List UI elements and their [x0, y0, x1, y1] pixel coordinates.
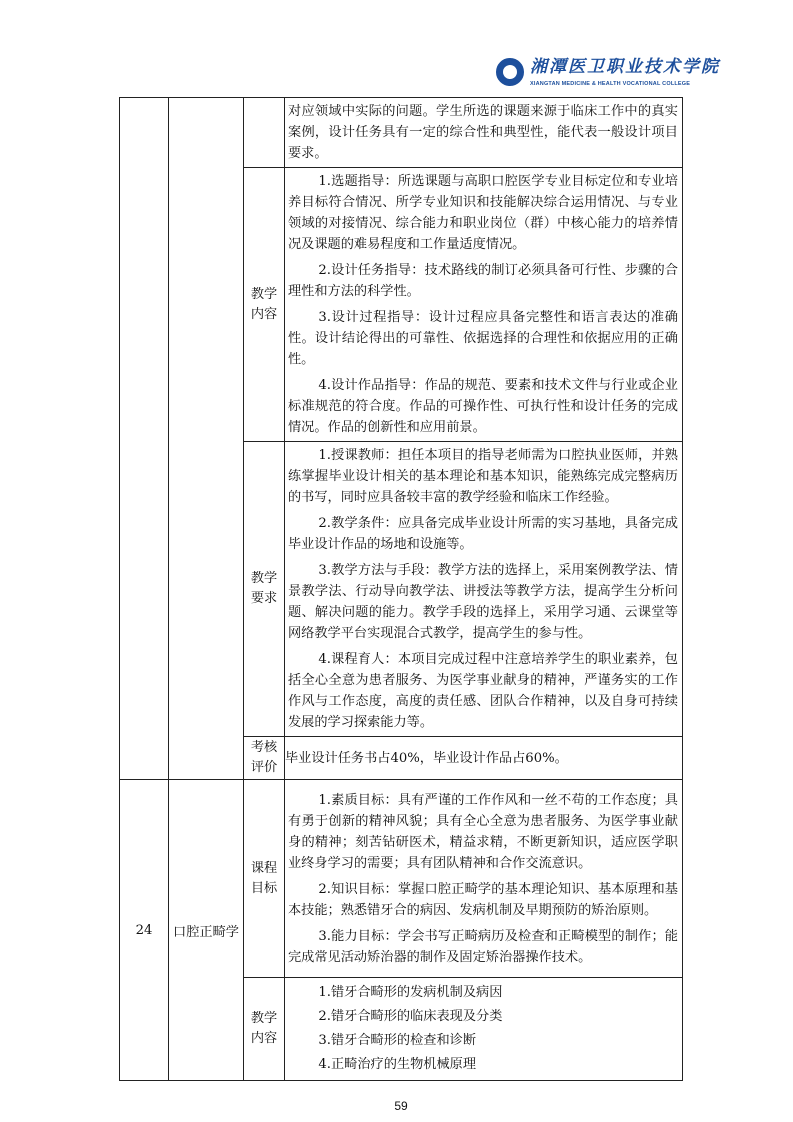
- table-row: [120, 98, 683, 168]
- content-item: 4.设计作品指导：作品的规范、要素和技术文件与行业或企业标准规范的符合度。作品的可操作性、可执行性和设计任务的完成情况。作品的创新性和应用前景。: [288, 378, 678, 435]
- course-name-cell: [169, 98, 244, 780]
- content-item: 4.正畸治疗的生物机械原理: [318, 1057, 477, 1072]
- goal-item: 3.能力目标：学会书写正畸病历及检查和正畸模型的制作；能完成常见活动矫治器的制作及固定矫治器操作技术。: [288, 928, 678, 965]
- label-cell: [244, 98, 285, 168]
- requirement-item: 4.课程育人：本项目完成过程中注意培养学生的职业素养，包括全心全意为患者服务、为医学事业献身的精神，严谨务实的工作作风与工作态度，高度的责任感、团队合作精神，以及自身可持续发展的学习探索能力等。: [288, 652, 678, 730]
- assessment-text: 毕业设计任务书占40%，毕业设计作品占60%。: [285, 750, 568, 766]
- row-label: 教学 内容: [244, 978, 285, 1081]
- requirement-item: 1.授课教师：担任本项目的指导老师需为口腔执业医师，并熟练掌握毕业设计相关的基本理论和基本知识，能熟练完成完整病历的书写，同时应具备较丰富的教学经验和临床工作经验。: [288, 448, 678, 505]
- page-body: [119, 97, 683, 1114]
- requirement-item: 2.教学条件：应具备完成毕业设计所需的实习基地，具备完成毕业设计作品的场地和设施等。: [288, 516, 678, 552]
- page-number: 59: [394, 1099, 408, 1113]
- number-cell: [120, 98, 169, 780]
- content-item: 1.错牙合畸形的发病机制及病因: [318, 985, 503, 1000]
- content-item: 3.设计过程指导：设计过程应具备完整性和语言表达的准确性。设计结论得出的可靠性、依据选择的合理性和依据应用的正确性。: [288, 310, 678, 367]
- content-item: 3.错牙合畸形的检查和诊断: [318, 1033, 477, 1048]
- row-label: 教学 内容: [244, 168, 285, 442]
- college-seal-icon: [496, 58, 524, 86]
- goal-item: 2.知识目标：掌握口腔正畸学的基本理论知识、基本原理和基本技能；熟悉错牙合的病因、发病机制及早期预防的矫治原则。: [288, 881, 678, 918]
- logo-cn: 湘潭医卫职业技术学院: [530, 57, 720, 77]
- content-item: 1.选题指导：所选课题与高职口腔医学专业目标定位和专业培养目标符合情况、所学专业知识和技能解决综合运用情况、与专业领域的对接情况、综合能力和职业岗位（群）中核心能力的培养情况及课题的难易程度和工作量适度情况。: [288, 174, 678, 252]
- row-label: 考核 评价: [244, 737, 285, 780]
- course-table: [119, 97, 683, 1081]
- course-name: 口腔正畸学: [169, 780, 244, 1081]
- requirement-item: 3.教学方法与手段：教学方法的选择上，采用案例教学法、情景教学法、行动导向教学法、讲授法等教学方法，提高学生分析问题、解决问题的能力。教学手段的选择上，采用学习通、云课堂等网络教学平台实现混合式教学，提高学生的参与性。: [288, 563, 678, 641]
- row-label: 课程 目标: [244, 780, 285, 978]
- course-number: 24: [120, 780, 169, 1081]
- row-label: 教学 要求: [244, 442, 285, 737]
- logo-en: XIANGTAN MEDICINE & HEALTH VOCATIONAL COLLEGE: [530, 81, 691, 87]
- content-item: 2.错牙合畸形的临床表现及分类: [318, 1009, 503, 1024]
- continued-text: 对应领域中实际的问题。学生所选的课题来源于临床工作中的真实案例，设计任务具有一定的综合性和典型性，能代表一般设计项目要求。: [288, 104, 678, 161]
- goal-item: 1.素质目标：具有严谨的工作作风和一丝不苟的工作态度；具有勇于创新的精神风貌；具有全心全意为患者服务、为医学事业献身的精神；刻苦钻研医术，精益求精，不断更新知识，适应医学职业终身学习的需要；具有团队精神和合作交流意识。: [288, 792, 678, 871]
- content-item: 2.设计任务指导：技术路线的制订必须具备可行性、步骤的合理性和方法的科学性。: [288, 263, 678, 299]
- table-row: [120, 780, 683, 978]
- college-logo: [496, 56, 720, 88]
